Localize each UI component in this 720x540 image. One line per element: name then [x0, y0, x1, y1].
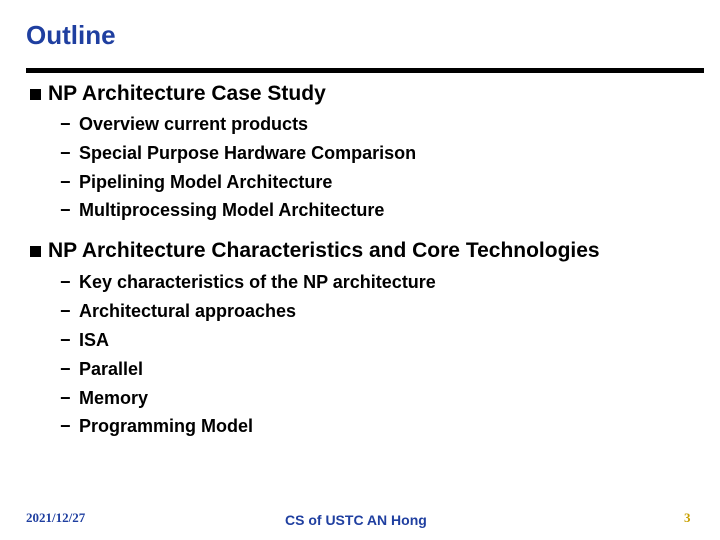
list-item [60, 172, 332, 193]
slide-title: Outline [26, 20, 116, 50]
footer-date: 2021/12/27 [26, 510, 86, 525]
list-item [60, 143, 416, 164]
dash-bullet-icon: − [60, 172, 71, 192]
footer-author: CS of USTC AN Hong [285, 512, 427, 528]
list-item-text: Parallel [79, 359, 144, 379]
list-item-text: Special Purpose Hardware Comparison [79, 143, 417, 163]
list-item [60, 359, 143, 380]
list-item [60, 388, 148, 409]
list-item [60, 416, 253, 437]
list-item-text: ISA [79, 330, 110, 350]
dash-bullet-icon: − [60, 143, 71, 163]
list-item [60, 301, 296, 322]
dash-bullet-icon: − [60, 359, 71, 379]
list-item-text: Multiprocessing Model Architecture [79, 200, 385, 220]
list-item-text: Memory [79, 388, 149, 408]
section-heading-text: NP Architecture Case Study [48, 82, 326, 105]
list-item-text: Programming Model [79, 416, 254, 436]
title-rule [26, 68, 704, 73]
page-number: 3 [684, 510, 691, 525]
list-item-text: Key characteristics of the NP architecture [79, 272, 436, 292]
list-item-text: Architectural approaches [79, 301, 297, 321]
dash-bullet-icon: − [60, 114, 71, 134]
dash-bullet-icon: − [60, 330, 71, 350]
list-item-text: Overview current products [79, 114, 309, 134]
dash-bullet-icon: − [60, 416, 71, 436]
section-heading [30, 82, 326, 106]
section-heading [30, 239, 600, 263]
dash-bullet-icon: − [60, 301, 71, 321]
list-item [60, 114, 308, 135]
list-item [60, 330, 109, 351]
list-item [60, 200, 384, 221]
square-bullet-icon [30, 89, 41, 100]
dash-bullet-icon: − [60, 200, 71, 220]
list-item-text: Pipelining Model Architecture [79, 172, 333, 192]
dash-bullet-icon: − [60, 272, 71, 292]
list-item [60, 272, 436, 293]
square-bullet-icon [30, 246, 41, 257]
section-heading-text: NP Architecture Characteristics and Core Technologies [48, 239, 600, 262]
dash-bullet-icon: − [60, 388, 71, 408]
